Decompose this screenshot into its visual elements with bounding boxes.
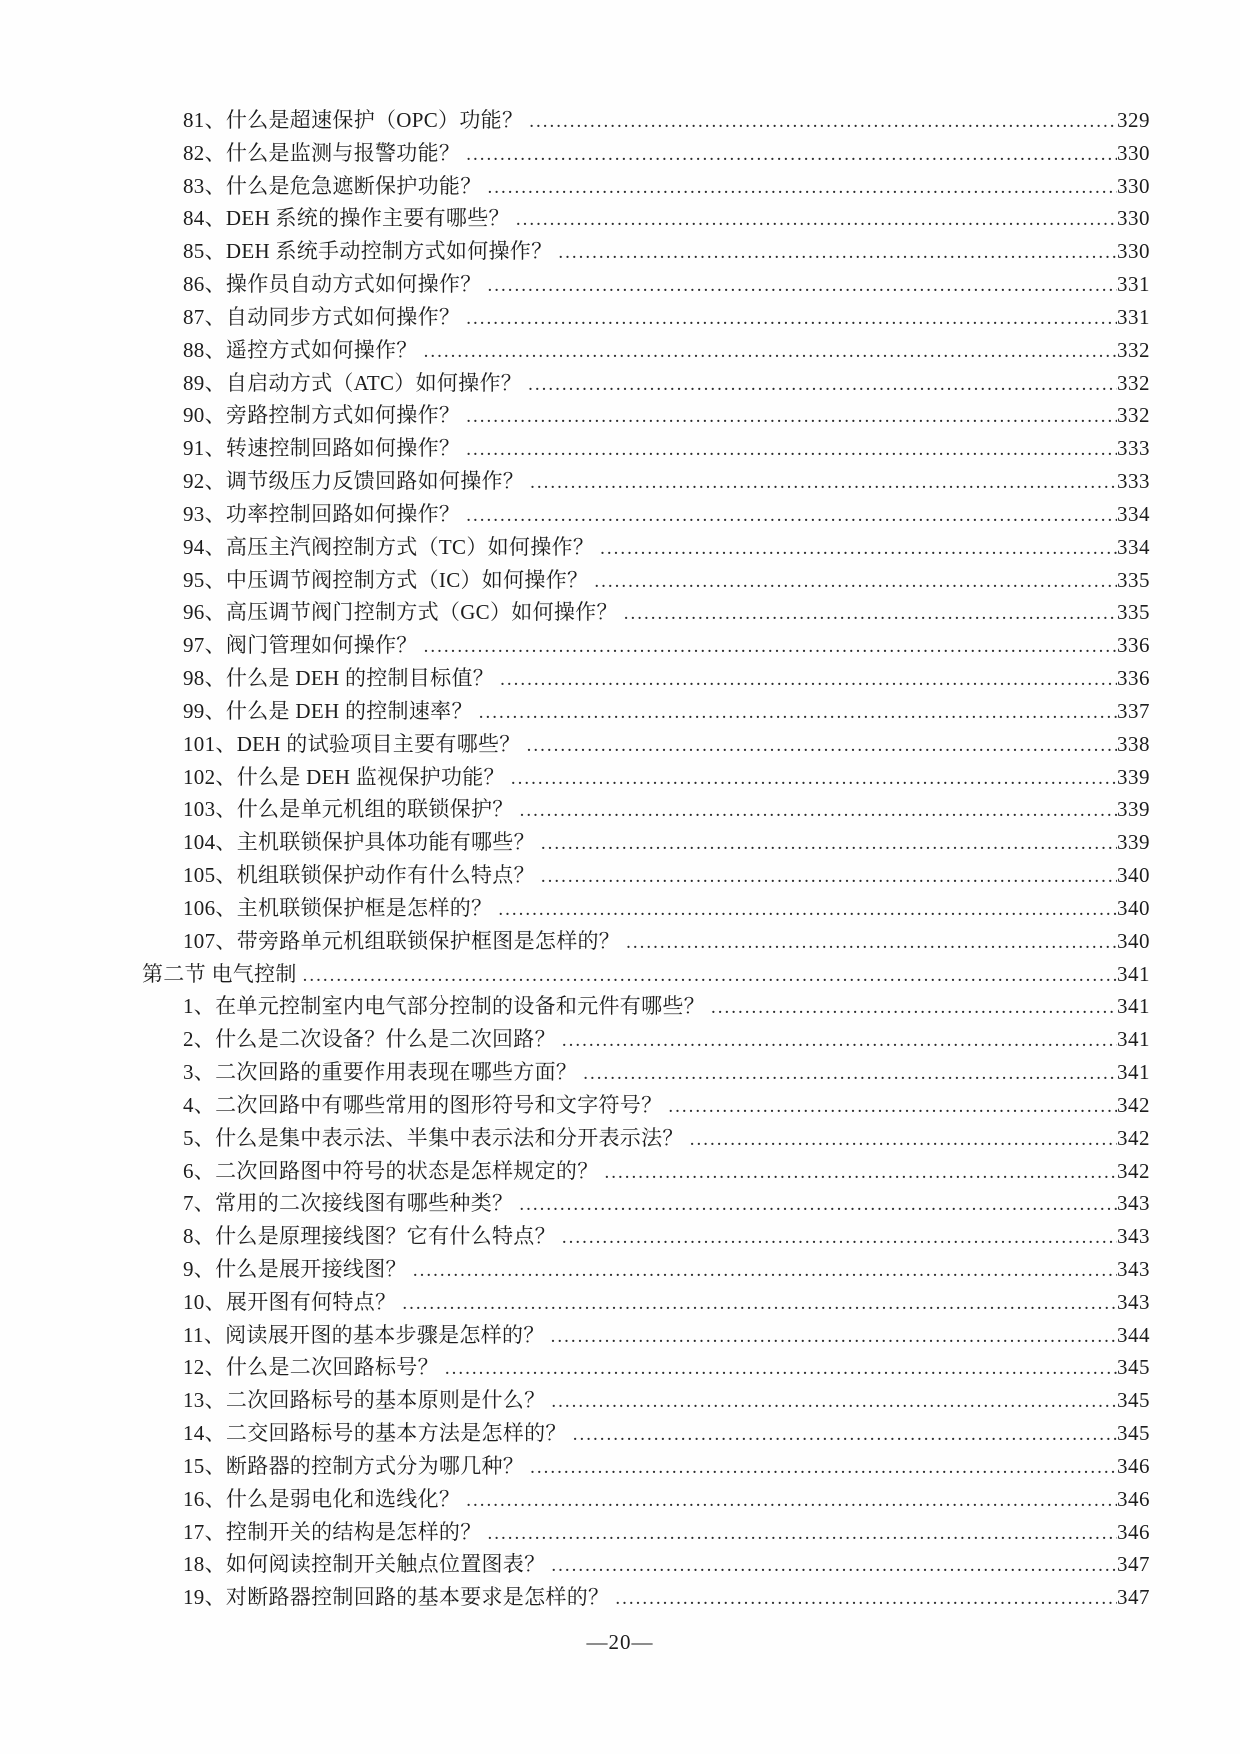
dot-leader	[488, 170, 1118, 205]
toc-row	[142, 531, 1150, 564]
toc-entry-label: 97、阀门管理如何操作？	[183, 633, 418, 658]
toc-entry-page-number: 339	[1117, 764, 1150, 789]
dot-leader	[424, 334, 1117, 369]
toc-row	[142, 465, 1150, 498]
toc-entry-label: 85、DEH 系统手动控制方式如何操作？	[183, 239, 553, 264]
toc-entry-label: 88、遥控方式如何操作？	[183, 337, 418, 362]
toc-row	[142, 925, 1150, 958]
toc-row	[142, 629, 1150, 662]
toc-entry-page-number: 347	[1117, 1585, 1150, 1610]
toc-entry-label: 82、什么是监测与报警功能？	[183, 140, 461, 165]
toc-entry-page-number: 333	[1117, 436, 1150, 461]
toc-row	[142, 432, 1150, 465]
toc-row	[142, 202, 1150, 235]
toc-entry-page-number: 343	[1117, 1224, 1150, 1249]
toc-section-row	[142, 958, 1150, 991]
toc-row	[142, 137, 1150, 170]
toc-entry-label: 16、什么是弱电化和选线化？	[183, 1486, 461, 1511]
toc-entry-label: 83、什么是危急遮断保护功能？	[183, 173, 482, 198]
dot-leader	[690, 1122, 1117, 1157]
toc-entry-page-number: 341	[1117, 961, 1150, 986]
dot-leader	[573, 1417, 1117, 1452]
dot-leader	[528, 367, 1117, 402]
toc-entry-label: 13、二次回路标号的基本原则是什么？	[183, 1388, 546, 1413]
dot-leader	[551, 1384, 1117, 1419]
toc-row	[142, 367, 1150, 400]
toc-row	[142, 1056, 1150, 1089]
dot-leader	[558, 235, 1117, 270]
toc-row	[142, 1023, 1150, 1056]
toc-entry-page-number: 342	[1117, 1092, 1150, 1117]
dot-leader	[511, 761, 1117, 796]
dot-leader	[488, 1516, 1118, 1551]
toc-entry-page-number: 340	[1117, 928, 1150, 953]
toc-entry-page-number: 337	[1117, 698, 1150, 723]
dot-leader	[303, 958, 1117, 993]
toc-row	[142, 662, 1150, 695]
dot-leader	[551, 1319, 1117, 1354]
toc-entry-page-number: 334	[1117, 501, 1150, 526]
toc-entry-page-number: 334	[1117, 534, 1150, 559]
toc-row	[142, 498, 1150, 531]
toc-entry-page-number: 343	[1117, 1289, 1150, 1314]
toc-entry-page-number: 342	[1117, 1125, 1150, 1150]
toc-entry-page-number: 331	[1117, 304, 1150, 329]
dot-leader	[562, 1023, 1117, 1058]
toc-row	[142, 564, 1150, 597]
dot-leader	[551, 1548, 1117, 1583]
toc-row	[142, 1187, 1150, 1220]
toc-entry-page-number: 330	[1117, 173, 1150, 198]
dot-leader	[600, 531, 1117, 566]
toc-row	[142, 1319, 1150, 1352]
toc-entry-page-number: 339	[1117, 797, 1150, 822]
toc-row	[142, 761, 1150, 794]
toc-row	[142, 1155, 1150, 1188]
toc-entry-label: 107、带旁路单元机组联锁保护框图是怎样的？	[183, 928, 621, 953]
toc-entry-page-number: 330	[1117, 239, 1150, 264]
toc-entry-page-number: 330	[1117, 206, 1150, 231]
toc-row	[142, 728, 1150, 761]
dot-leader	[488, 268, 1118, 303]
toc-entry-label: 106、主机联锁保护框是怎样的？	[183, 895, 493, 920]
toc-entry-label: 89、自启动方式（ATC）如何操作？	[183, 370, 523, 395]
toc-entry-label: 90、旁路控制方式如何操作？	[183, 403, 461, 428]
dot-leader	[466, 399, 1117, 434]
toc-entry-label: 4、二次回路中有哪些常用的图形符号和文字符号？	[183, 1092, 663, 1117]
toc-row	[142, 170, 1150, 203]
toc-list	[142, 104, 1150, 1614]
toc-entry-label: 81、什么是超速保护（OPC）功能？	[183, 108, 524, 132]
toc-row	[142, 793, 1150, 826]
dot-leader	[668, 1089, 1117, 1124]
toc-entry-page-number: 336	[1117, 633, 1150, 658]
toc-entry-page-number: 332	[1117, 370, 1150, 395]
toc-row	[142, 892, 1150, 925]
toc-entry-page-number: 336	[1117, 666, 1150, 691]
toc-row	[142, 104, 1150, 137]
toc-row	[142, 1089, 1150, 1122]
toc-entry-label: 17、控制开关的结构是怎样的？	[183, 1519, 482, 1544]
dot-leader	[500, 662, 1117, 697]
toc-row	[142, 859, 1150, 892]
toc-row	[142, 1548, 1150, 1581]
toc-entry-page-number: 343	[1117, 1191, 1150, 1216]
toc-entry-page-number: 345	[1117, 1421, 1150, 1446]
toc-entry-label: 14、二交回路标号的基本方法是怎样的？	[183, 1421, 567, 1446]
toc-entry-label: 11、阅读展开图的基本步骤是怎样的？	[183, 1322, 545, 1347]
toc-entry-label: 86、操作员自动方式如何操作？	[183, 272, 482, 297]
toc-row	[142, 826, 1150, 859]
toc-row	[142, 399, 1150, 432]
toc-row	[142, 334, 1150, 367]
dot-leader	[594, 564, 1117, 599]
toc-entry-label: 96、高压调节阀门控制方式（GC）如何操作？	[183, 600, 618, 625]
dot-leader	[466, 137, 1117, 172]
toc-entry-label: 99、什么是 DEH 的控制速率？	[183, 698, 473, 723]
toc-row	[142, 235, 1150, 268]
toc-row	[142, 1516, 1150, 1549]
toc-entry-page-number: 335	[1117, 600, 1150, 625]
dot-leader	[615, 1581, 1117, 1616]
toc-row	[142, 1384, 1150, 1417]
toc-entry-page-number: 335	[1117, 567, 1150, 592]
toc-row	[142, 1581, 1150, 1614]
toc-entry-label: 92、调节级压力反馈回路如何操作？	[183, 469, 525, 494]
dot-leader	[711, 990, 1117, 1025]
dot-leader	[466, 498, 1117, 533]
dot-leader	[624, 596, 1117, 631]
dot-leader	[541, 826, 1117, 861]
toc-row	[142, 1220, 1150, 1253]
toc-entry-page-number: 338	[1117, 731, 1150, 756]
dot-leader	[516, 202, 1117, 237]
dot-leader	[520, 793, 1117, 828]
toc-entry-page-number: 332	[1117, 403, 1150, 428]
toc-entry-page-number: 330	[1117, 140, 1150, 165]
dot-leader	[424, 629, 1117, 664]
toc-entry-label: 15、断路器的控制方式分为哪几种？	[183, 1453, 525, 1478]
toc-entry-page-number: 347	[1117, 1552, 1150, 1577]
toc-row	[142, 301, 1150, 334]
toc-entry-label: 104、主机联锁保护具体功能有哪些？	[183, 830, 535, 855]
dot-leader	[402, 1286, 1117, 1321]
toc-row	[142, 1417, 1150, 1450]
toc-entry-label: 3、二次回路的重要作用表现在哪些方面？	[183, 1060, 578, 1085]
toc-entry-page-number: 345	[1117, 1388, 1150, 1413]
toc-row	[142, 1286, 1150, 1319]
toc-entry-label: 98、什么是 DEH 的控制目标值？	[183, 666, 495, 691]
toc-entry-label: 2、什么是二次设备？什么是二次回路？	[183, 1027, 556, 1052]
toc-entry-page-number: 331	[1117, 272, 1150, 297]
toc-entry-page-number: 332	[1117, 337, 1150, 362]
dot-leader	[479, 695, 1117, 730]
toc-entry-label: 12、什么是二次回路标号？	[183, 1355, 439, 1380]
toc-row	[142, 1483, 1150, 1516]
toc-entry-label: 1、在单元控制室内电气部分控制的设备和元件有哪些？	[183, 994, 705, 1019]
toc-entry-page-number: 341	[1117, 994, 1150, 1019]
dot-leader	[529, 104, 1117, 139]
toc-entry-label: 93、功率控制回路如何操作？	[183, 501, 461, 526]
toc-entry-label: 第二节 电气控制	[142, 961, 297, 986]
dot-leader	[541, 859, 1117, 894]
dot-leader	[527, 728, 1117, 763]
toc-entry-label: 19、对断路器控制回路的基本要求是怎样的？	[183, 1585, 610, 1610]
toc-entry-page-number: 345	[1117, 1355, 1150, 1380]
dot-leader	[583, 1056, 1117, 1091]
toc-entry-page-number: 346	[1117, 1453, 1150, 1478]
toc-entry-label: 18、如何阅读控制开关触点位置图表？	[183, 1552, 546, 1577]
dot-leader	[626, 925, 1117, 960]
dot-leader	[605, 1155, 1118, 1190]
toc-entry-label: 94、高压主汽阀控制方式（TC）如何操作？	[183, 534, 595, 559]
toc-entry-page-number: 341	[1117, 1060, 1150, 1085]
toc-entry-page-number: 339	[1117, 830, 1150, 855]
toc-entry-page-number: 343	[1117, 1256, 1150, 1281]
dot-leader	[530, 465, 1117, 500]
dot-leader	[466, 432, 1117, 467]
dot-leader	[519, 1187, 1117, 1222]
toc-entry-page-number: 346	[1117, 1519, 1150, 1544]
toc-row	[142, 1122, 1150, 1155]
dot-leader	[466, 1483, 1117, 1518]
toc-entry-label: 10、展开图有何特点？	[183, 1289, 397, 1314]
toc-row	[142, 1253, 1150, 1286]
dot-leader	[562, 1220, 1117, 1255]
toc-entry-page-number: 344	[1117, 1322, 1150, 1347]
toc-entry-label: 95、中压调节阀控制方式（IC）如何操作？	[183, 567, 589, 592]
toc-row	[142, 1450, 1150, 1483]
toc-entry-label: 105、机组联锁保护动作有什么特点？	[183, 863, 535, 888]
toc-entry-label: 8、什么是原理接线图？它有什么特点？	[183, 1224, 556, 1249]
toc-row	[142, 596, 1150, 629]
toc-entry-page-number: 340	[1117, 863, 1150, 888]
toc-entry-page-number: 341	[1117, 1027, 1150, 1052]
toc-row	[142, 268, 1150, 301]
toc-entry-page-number: 342	[1117, 1158, 1150, 1183]
toc-entry-page-number: 346	[1117, 1486, 1150, 1511]
dot-leader	[445, 1351, 1117, 1386]
dot-leader	[498, 892, 1117, 927]
toc-row	[142, 990, 1150, 1023]
toc-entry-label: 5、什么是集中表示法、半集中表示法和分开表示法？	[183, 1125, 684, 1150]
toc-entry-page-number: 333	[1117, 469, 1150, 494]
toc-entry-label: 9、什么是展开接线图？	[183, 1256, 407, 1281]
toc-entry-label: 87、自动同步方式如何操作？	[183, 304, 461, 329]
toc-entry-label: 91、转速控制回路如何操作？	[183, 436, 461, 461]
toc-entry-label: 6、二次回路图中符号的状态是怎样规定的？	[183, 1158, 599, 1183]
toc-entry-label: 7、常用的二次接线图有哪些种类？	[183, 1191, 514, 1216]
toc-row	[142, 695, 1150, 728]
toc-entry-label: 101、DEH 的试验项目主要有哪些？	[183, 731, 521, 756]
toc-entry-page-number: 340	[1117, 895, 1150, 920]
toc-entry-label: 103、什么是单元机组的联锁保护？	[183, 797, 514, 822]
toc-entry-label: 102、什么是 DEH 监视保护功能？	[183, 764, 505, 789]
toc-row	[142, 1351, 1150, 1384]
dot-leader	[466, 301, 1117, 336]
toc-entry-label: 84、DEH 系统的操作主要有哪些？	[183, 206, 510, 231]
toc-entry-page-number: 329	[1117, 108, 1150, 132]
dot-leader	[413, 1253, 1117, 1288]
page-footer-number: —20—	[586, 1630, 654, 1654]
dot-leader	[530, 1450, 1117, 1485]
